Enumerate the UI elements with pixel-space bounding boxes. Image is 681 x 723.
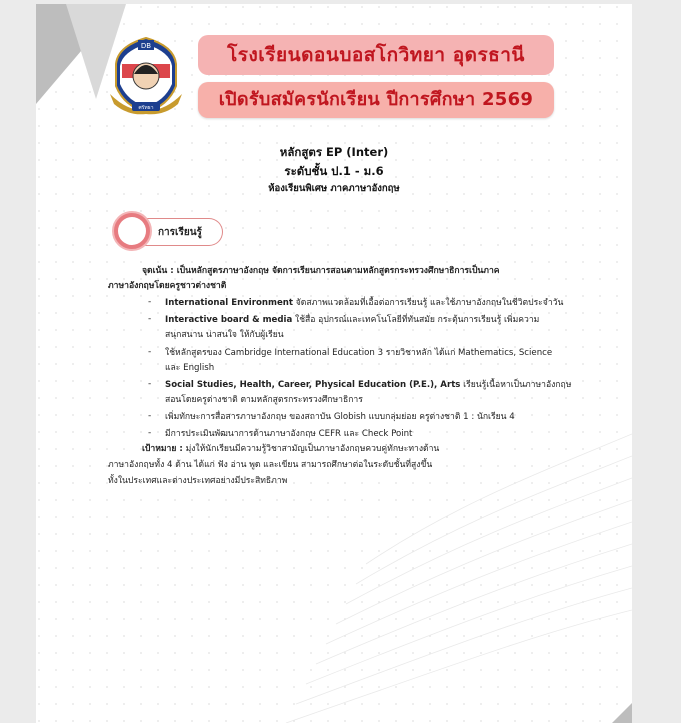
school-crest-logo xyxy=(108,34,184,116)
circle-badge-icon xyxy=(110,209,156,255)
goal-line-2: ภาษาอังกฤษทั้ง 4 ด้าน ได้แก่ ฟัง อ่าน พูด และเขียน สามารถศึกษาต่อในระดับชั้นที่สูงขึ้น xyxy=(108,460,433,470)
bullet-item: เพิ่มทักษะการสื่อสารภาษาอังกฤษ ของสถาบัน Globish แบบกลุ่มย่อย ครูต่างชาติ 1 : นักเรียน 4 xyxy=(165,412,515,422)
bullet-dash: - xyxy=(148,379,152,389)
bullet-item: มีการประเมินพัฒนาการด้านภาษาอังกฤษ CEFR และ Check Point xyxy=(165,429,413,439)
bullet-item-continued: และ English xyxy=(165,363,215,373)
bullet-dash: - xyxy=(148,297,152,307)
goal-line-1: เป้าหมาย : มุ่งให้นักเรียนมีความรู้วิชาสามัญเป็นภาษาอังกฤษควบคู่ทักษะทางด้าน xyxy=(142,444,440,454)
bullet-dash: - xyxy=(148,347,152,357)
program-title: หลักสูตร EP (Inter) xyxy=(279,145,389,159)
program-subtitle: ห้องเรียนพิเศษ ภาคภาษาอังกฤษ xyxy=(268,183,400,194)
bullet-item: ใช้หลักสูตรของ Cambridge International Education 3 รายวิชาหลัก ได้แก่ Mathematics, Science xyxy=(165,348,553,358)
focus-lead: จุดเน้น : เป็นหลักสูตรภาษาอังกฤษ จัดการเรียนการสอนตามหลักสูตรกระทรวงศึกษาธิการเป็นภาค xyxy=(142,266,500,276)
section-title: การเรียนรู้ xyxy=(158,227,202,238)
bullet-item: Social Studies, Health, Career, Physical Education (P.E.), Arts เรียนรู้เนื้อหาเป็นภาษาอังกฤษ xyxy=(165,380,572,390)
document-page xyxy=(36,4,632,723)
bullet-dash: - xyxy=(148,411,152,421)
goal-line-3: ทั้งในประเทศและต่างประเทศอย่างมีประสิทธิภาพ xyxy=(108,476,288,486)
bullet-dash: - xyxy=(148,428,152,438)
bullet-item-continued: สนุกสนาน น่าสนใจ ให้กับผู้เรียน xyxy=(165,330,284,340)
focus-lead-continued: ภาษาอังกฤษโดยครูชาวต่างชาติ xyxy=(108,281,227,291)
bullet-item: Interactive board & media ใช้สื่อ อุปกรณ์และเทคโนโลยีที่ทันสมัย กระตุ้นการเรียนรู้ เพิ่มความ xyxy=(165,315,540,325)
svg-text:DB: DB xyxy=(140,42,152,50)
bullet-item: International Environment จัดสภาพแวดล้อมที่เอื้อต่อการเรียนรู้ และใช้ภาษาอังกฤษในชีวิตประจำวัน xyxy=(165,298,564,308)
school-name-banner: โรงเรียนดอนบอสโกวิทยา อุดรธานี xyxy=(198,35,554,75)
logo-motto: ศรัทธา xyxy=(138,105,154,111)
admission-banner: เปิดรับสมัครนักเรียน ปีการศึกษา 2569 xyxy=(198,82,554,118)
program-levels: ระดับชั้น ป.1 - ม.6 xyxy=(284,164,384,178)
bullet-dash: - xyxy=(148,314,152,324)
corner-decoration-bottom-right xyxy=(602,693,632,723)
bullet-item-continued: สอนโดยครูต่างชาติ ตามหลักสูตรกระทรวงศึกษาธิการ xyxy=(165,395,363,405)
